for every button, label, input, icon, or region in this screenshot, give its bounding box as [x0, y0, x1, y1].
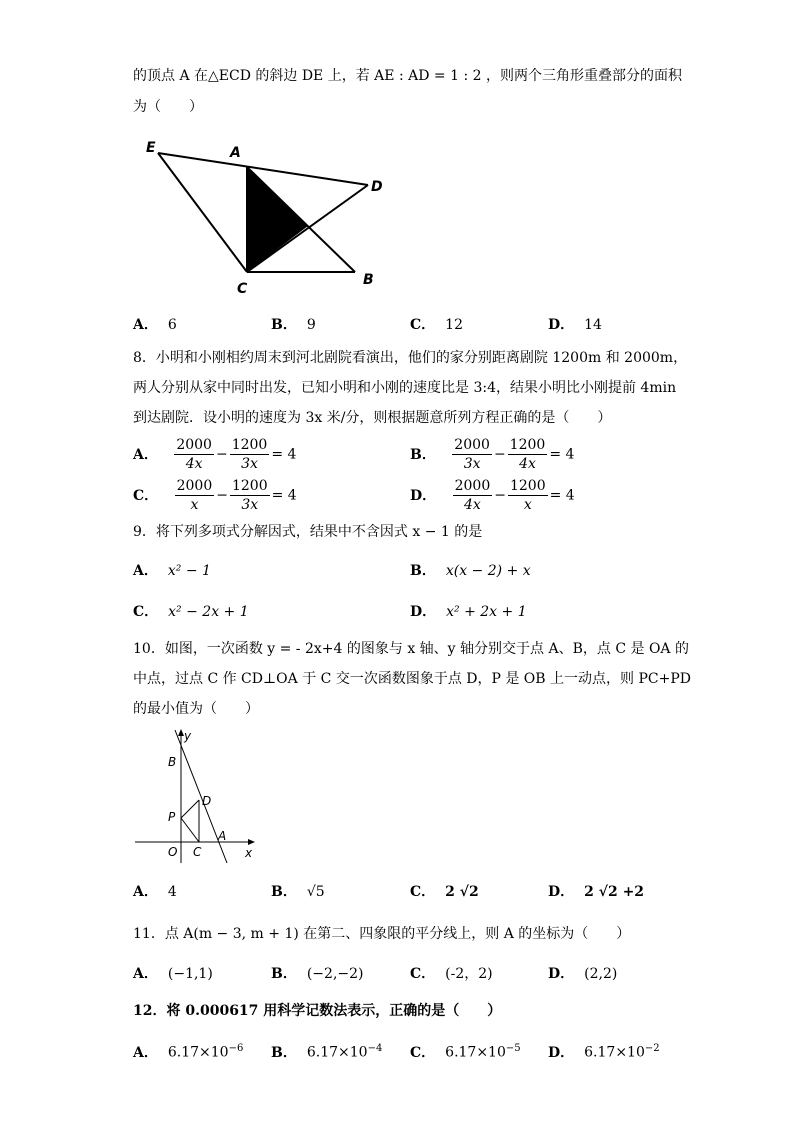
q10-option-a[interactable]: A． 4 [133, 884, 177, 900]
q7-option-a[interactable]: A． 6 [133, 317, 177, 333]
q7-triangle-figure [140, 135, 390, 300]
q11-option-b[interactable]: B． (−2,−2) [271, 966, 364, 982]
q10-stem-line3: 的最小值为（ ） [133, 701, 259, 717]
fraction: $\frac{2000}{4x}$ [176, 437, 212, 472]
q12-option-a[interactable]: A． $6.17\times 10^{-6}$ [133, 1043, 244, 1061]
q10-label-a: A [218, 829, 227, 843]
q11-option-a[interactable]: A． (−1,1) [133, 966, 213, 982]
q10-stem-line2: 中点，过点 C 作 CD⊥OA 于 C 交一次函数图象于点 D，P 是 OB 上一动点，则 PC+PD [133, 671, 691, 687]
q10-option-b[interactable]: B． √5 [271, 884, 325, 900]
q9-option-b[interactable]: B． x(x − 2) + x [410, 563, 531, 579]
q12-option-b[interactable]: B． $6.17\times 10^{-4}$ [271, 1043, 383, 1061]
q7-option-d[interactable]: D． 14 [548, 317, 602, 333]
q9-stem: 9．将下列多项式分解因式，结果中不含因式 x − 1 的是 [133, 524, 483, 540]
q7-label-e: E [146, 140, 156, 156]
q11-option-c[interactable]: C． (-2，2) [410, 966, 493, 982]
q10-label-o: O [168, 845, 178, 859]
q7-stem-line1: 的顶点 A 在△ECD 的斜边 DE 上，若 AE : AD = 1 : 2 ，则两个三角形重叠部分的面积 [133, 68, 682, 84]
q10-option-c[interactable]: C． 2 √2 [410, 884, 479, 900]
q7-label-c: C [237, 281, 248, 297]
q7-option-b[interactable]: B． 9 [271, 317, 316, 333]
q10-label-x: x [245, 846, 253, 860]
q12-option-c[interactable]: C． $6.17\times 10^{-5}$ [410, 1043, 521, 1061]
q10-label-d: D [202, 794, 212, 808]
q8-option-d[interactable]: D． $\frac{2000}{4x}$ − $\frac{1200}{x}$ = 4 [410, 478, 575, 513]
q9-option-a[interactable]: A． x² − 1 [133, 563, 211, 579]
q7-label-d: D [371, 179, 383, 195]
q8-stem-line1: 8．小明和小刚相约周末到河北剧院看演出，他们的家分别距离剧院 1200m 和 2000m， [133, 350, 688, 366]
q8-option-c[interactable]: C． $\frac{2000}{x}$ − $\frac{1200}{3x}$ = 4 [133, 478, 297, 513]
q7-label-a: A [230, 145, 241, 161]
q12-option-d[interactable]: D． $6.17\times 10^{-2}$ [548, 1043, 660, 1061]
q10-label-b: B [168, 755, 177, 769]
fraction: $\frac{1200}{4x}$ [509, 437, 546, 472]
q7-stem-line2: 为（ ） [133, 99, 203, 115]
q12-stem: 12．将 0.000617 用科学记数法表示，正确的是（ ） [133, 1003, 502, 1019]
q7-label-b: B [363, 272, 374, 288]
q9-option-d[interactable]: D． x² + 2x + 1 [410, 604, 527, 620]
fraction: $\frac{2000}{4x}$ [454, 478, 491, 513]
fraction: $\frac{1200}{x}$ [509, 478, 546, 513]
fraction: $\frac{1200}{3x}$ [231, 437, 268, 472]
q10-stem-line1: 10．如图，一次函数 y = - 2x+4 的图象与 x 轴、y 轴分别交于点 A、B，点 C 是 OA 的 [133, 641, 689, 657]
q11-stem: 11．点 A(m − 3, m + 1) 在第二、四象限的平分线上，则 A 的坐标为（ ） [133, 926, 631, 942]
q9-option-c[interactable]: C． x² − 2x + 1 [133, 604, 249, 620]
q10-label-p: P [168, 810, 176, 824]
fraction: $\frac{2000}{3x}$ [454, 437, 490, 472]
q10-option-d[interactable]: D． 2 √2 +2 [548, 884, 645, 900]
q8-option-a[interactable]: A． $\frac{2000}{4x}$ − $\frac{1200}{3x}$ = 4 [133, 437, 297, 472]
q10-label-y: y [184, 729, 192, 743]
q8-option-b[interactable]: B． $\frac{2000}{3x}$ − $\frac{1200}{4x}$ = 4 [410, 437, 575, 472]
q7-option-c[interactable]: C． 12 [410, 317, 463, 333]
q10-label-c: C [193, 845, 202, 859]
q11-option-d[interactable]: D． (2,2) [548, 966, 618, 982]
fraction: $\frac{1200}{3x}$ [231, 478, 268, 513]
q10-coordinate-figure [135, 725, 265, 870]
q8-stem-line3: 到达剧院．设小明的速度为 3x 米/分，则根据题意所列方程正确的是（ ） [133, 410, 612, 426]
fraction: $\frac{2000}{x}$ [176, 478, 213, 513]
q8-stem-line2: 两人分别从家中同时出发，已知小明和小刚的速度比是 3:4，结果小明比小刚提前 4min [133, 380, 677, 396]
